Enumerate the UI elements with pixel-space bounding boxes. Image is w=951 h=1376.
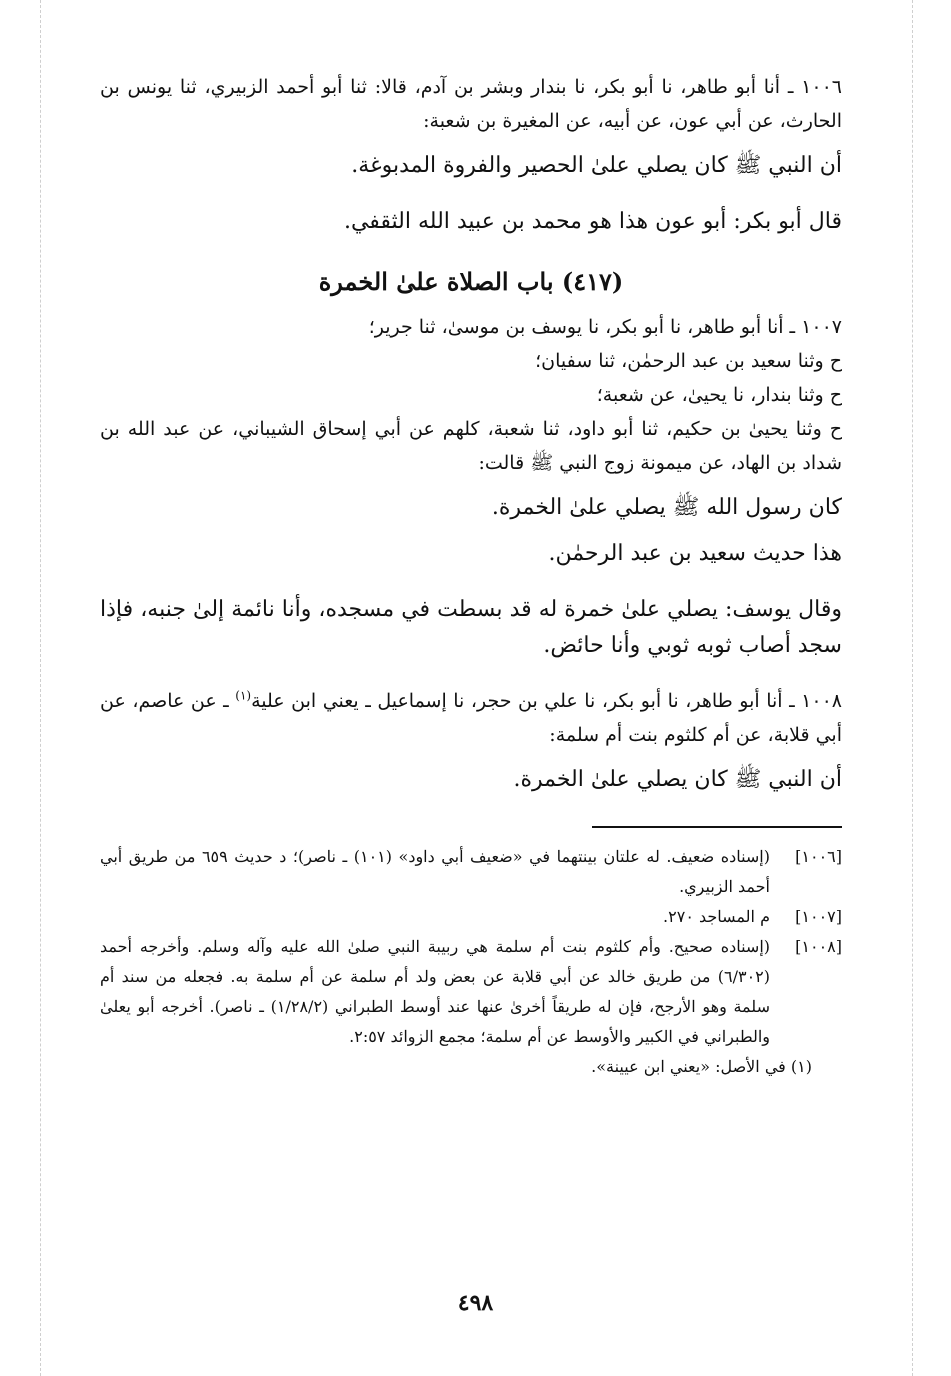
footnote-note-1: (١) في الأصل: «يعني ابن عيينة». — [591, 1057, 812, 1076]
scan-margin-line-left — [40, 0, 41, 1376]
footnote-text: (إسناده صحيح. وأم كلثوم بنت أم سلمة هي ربيبة النبي صلىٰ الله عليه وآله وسلم. وأخرجه أحمد (٦/٣٠٢) من طريق خالد عن أبي قلابة عن بعض ولد أم سلمة عن أم سلمة به. فجعله من سند أم سلمة وهو الأرجح، فإن له طريقاً أخرىٰ عنها عند أوسط الطبراني (١/٢٨/٢) ـ ناصر). أخرجه أبو يعلىٰ والطبراني في الكبير والأوسط عن أم سلمة؛ مجمع الزوائد ٢:٥٧. — [100, 937, 771, 1046]
hadith-1006-isnad: ١٠٠٦ ـ أنا أبو طاهر، نا أبو بكر، نا بندار وبشر بن آدم، قالا: ثنا أبو أحمد الزبيري، ثنا يونس بن الحارث، عن أبي عون، عن أبيه، عن المغيرة بن شعبة: — [100, 76, 842, 132]
footnote-marker: (١) — [235, 688, 252, 703]
hadith-1008-matn: أن النبي ﷺ كان يصلي علىٰ الخمرة. — [513, 767, 842, 792]
hadith-1007-isnad-3: ح وثنا بندار، نا يحيىٰ، عن شعبة؛ — [596, 384, 842, 406]
page-body — [100, 70, 842, 1082]
footnote-1006 — [100, 842, 842, 902]
footnote-text: (إسناده ضعيف. له علتان بينتهما في «ضعيف أبي داود» (١٠١) ـ ناصر)؛ د حديث ٦٥٩ من طريق أبي أحمد الزبيري. — [100, 847, 770, 896]
footnote-ref: [١٠٠٦] — [795, 847, 842, 866]
footnote-ref: [١٠٠٧] — [795, 907, 842, 926]
hadith-1008-isnad — [100, 684, 842, 752]
hadith-1007-comment-2: وقال يوسف: يصلي علىٰ خمرة له قد بسطت في مسجده، وأنا نائمة إلىٰ جنبه، فإذا سجد أصاب ثوبه ثوبي وأنا حائض. — [100, 597, 842, 658]
footnote-1007 — [100, 902, 842, 932]
hadith-1006-comment: قال أبو بكر: أبو عون هذا هو محمد بن عبيد الله الثقفي. — [343, 209, 842, 234]
hadith-1007-isnad-2: ح وثنا سعيد بن عبد الرحمٰن، ثنا سفيان؛ — [535, 350, 842, 372]
hadith-1007-isnad-1: ١٠٠٧ ـ أنا أبو طاهر، نا أبو بكر، نا يوسف بن موسىٰ، ثنا جرير؛ — [368, 316, 842, 338]
footnote-ref: [١٠٠٨] — [795, 937, 842, 956]
footnote-1008 — [100, 932, 842, 1052]
hadith-1007-matn: كان رسول الله ﷺ يصلي علىٰ الخمرة. — [491, 495, 842, 520]
hadith-1008-isnad-b: ـ عن عاصم، عن أبي قلابة، عن أم كلثوم بنت أم سلمة: — [100, 690, 842, 746]
hadith-1007-isnad-4: ح وثنا يحيىٰ بن حكيم، ثنا أبو داود، ثنا شعبة، كلهم عن أبي إسحاق الشيباني، عن عبد الله بن شداد بن الهاد، عن ميمونة زوج النبي ﷺ قالت: — [100, 418, 842, 474]
chapter-heading: (٤١٧) باب الصلاة علىٰ الخمرة — [318, 267, 624, 296]
page-number: ٤٩٨ — [457, 1290, 494, 1316]
footnote-separator — [592, 826, 842, 828]
footnote-text: م المساجد ٢٧٠. — [663, 907, 770, 926]
hadith-1008-isnad-a: ١٠٠٨ ـ أنا أبو طاهر، نا أبو بكر، نا علي بن حجر، نا إسماعيل ـ يعني ابن علية — [251, 690, 842, 712]
scan-margin-line-right — [912, 0, 913, 1376]
hadith-1007-comment-1: هذا حديث سعيد بن عبد الرحمٰن. — [548, 541, 842, 566]
hadith-1006-matn: أن النبي ﷺ كان يصلي علىٰ الحصير والفروة المدبوغة. — [351, 153, 842, 178]
